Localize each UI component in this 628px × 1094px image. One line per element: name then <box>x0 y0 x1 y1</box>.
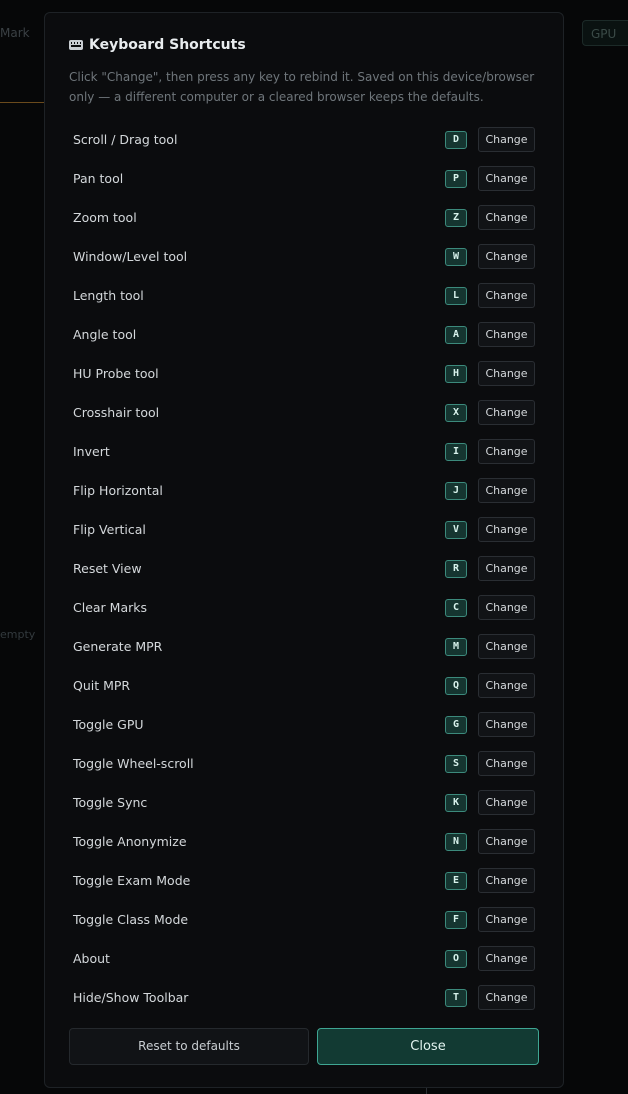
shortcut-key-badge: P <box>445 170 467 188</box>
shortcut-key-badge: Q <box>445 677 467 695</box>
shortcut-row <box>73 666 535 705</box>
change-shortcut-button[interactable]: Change <box>478 985 535 1010</box>
shortcut-key-badge: X <box>445 404 467 422</box>
shortcut-row <box>73 471 535 510</box>
shortcut-key-badge: K <box>445 794 467 812</box>
shortcut-label: Zoom tool <box>73 210 137 225</box>
change-shortcut-button[interactable]: Change <box>478 283 535 308</box>
shortcut-row <box>73 432 535 471</box>
shortcut-key-badge: G <box>445 716 467 734</box>
shortcut-label: Length tool <box>73 288 144 303</box>
shortcut-label: Toggle Exam Mode <box>73 873 191 888</box>
shortcut-key-badge: D <box>445 131 467 149</box>
shortcut-label: Toggle Wheel-scroll <box>73 756 194 771</box>
change-shortcut-button[interactable]: Change <box>478 946 535 971</box>
shortcut-key-badge: I <box>445 443 467 461</box>
change-shortcut-button[interactable]: Change <box>478 673 535 698</box>
shortcut-label: Window/Level tool <box>73 249 188 264</box>
shortcut-row <box>73 588 535 627</box>
shortcut-label: Crosshair tool <box>73 405 160 420</box>
shortcut-row <box>73 627 535 666</box>
change-shortcut-button[interactable]: Change <box>478 439 535 464</box>
shortcut-key-badge: Z <box>445 209 467 227</box>
change-shortcut-button[interactable]: Change <box>478 361 535 386</box>
shortcut-label: Generate MPR <box>73 639 163 654</box>
shortcut-row <box>73 549 535 588</box>
shortcut-label: Scroll / Drag tool <box>73 132 178 147</box>
shortcut-row <box>73 744 535 783</box>
shortcut-key-badge: H <box>445 365 467 383</box>
shortcut-key-badge: T <box>445 989 467 1007</box>
change-shortcut-button[interactable]: Change <box>478 790 535 815</box>
shortcut-key-badge: O <box>445 950 467 968</box>
shortcut-label: Quit MPR <box>73 678 131 693</box>
change-shortcut-button[interactable]: Change <box>478 712 535 737</box>
shortcut-key-badge: V <box>445 521 467 539</box>
shortcut-key-badge: E <box>445 872 467 890</box>
shortcut-row <box>73 978 535 1017</box>
background-mark-label: Mark <box>0 26 30 40</box>
shortcut-label: Toggle GPU <box>73 717 144 732</box>
shortcut-label: Flip Vertical <box>73 522 146 537</box>
shortcut-key-badge: N <box>445 833 467 851</box>
change-shortcut-button[interactable]: Change <box>478 166 535 191</box>
dialog-description: Click "Change", then press any key to rebind it. Saved on this device/browser only — a different computer or a cleared browser keeps the defaults. <box>69 70 535 104</box>
shortcut-row <box>73 315 535 354</box>
change-shortcut-button[interactable]: Change <box>478 829 535 854</box>
change-shortcut-button[interactable]: Change <box>478 478 535 503</box>
shortcut-row <box>73 237 535 276</box>
shortcut-label: Flip Horizontal <box>73 483 163 498</box>
shortcut-label: Clear Marks <box>73 600 147 615</box>
background-empty-label: empty <box>0 628 36 641</box>
shortcut-label: HU Probe tool <box>73 366 159 381</box>
shortcut-label: Toggle Sync <box>73 795 148 810</box>
shortcut-label: Reset View <box>73 561 142 576</box>
background-accent-line <box>0 102 44 103</box>
shortcut-row <box>73 900 535 939</box>
shortcut-label: Pan tool <box>73 171 124 186</box>
close-button[interactable]: Close <box>317 1028 539 1065</box>
shortcut-row <box>73 198 535 237</box>
shortcut-row <box>73 159 535 198</box>
shortcut-row <box>73 705 535 744</box>
shortcut-row <box>73 276 535 315</box>
change-shortcut-button[interactable]: Change <box>478 127 535 152</box>
shortcut-row <box>73 783 535 822</box>
change-shortcut-button[interactable]: Change <box>478 907 535 932</box>
background-gpu-button: GPU <box>582 20 628 46</box>
change-shortcut-button[interactable]: Change <box>478 517 535 542</box>
shortcut-key-badge: R <box>445 560 467 578</box>
change-shortcut-button[interactable]: Change <box>478 322 535 347</box>
shortcut-label: Toggle Anonymize <box>73 834 187 849</box>
change-shortcut-button[interactable]: Change <box>478 595 535 620</box>
shortcut-label: Angle tool <box>73 327 137 342</box>
change-shortcut-button[interactable]: Change <box>478 751 535 776</box>
shortcut-label: Invert <box>73 444 110 459</box>
shortcut-row <box>73 393 535 432</box>
shortcut-key-badge: S <box>445 755 467 773</box>
change-shortcut-button[interactable]: Change <box>478 556 535 581</box>
shortcut-key-badge: J <box>445 482 467 500</box>
reset-defaults-button[interactable]: Reset to defaults <box>69 1028 309 1065</box>
shortcut-row <box>73 120 535 159</box>
shortcut-key-badge: L <box>445 287 467 305</box>
keyboard-shortcuts-dialog <box>44 12 564 1088</box>
change-shortcut-button[interactable]: Change <box>478 205 535 230</box>
background-divider <box>426 1087 427 1094</box>
shortcut-row <box>73 822 535 861</box>
shortcut-label: About <box>73 951 110 966</box>
change-shortcut-button[interactable]: Change <box>478 244 535 269</box>
shortcut-key-badge: W <box>445 248 467 266</box>
shortcut-label: Hide/Show Toolbar <box>73 990 189 1005</box>
shortcut-key-badge: M <box>445 638 467 656</box>
keyboard-icon <box>69 40 83 50</box>
dialog-title <box>69 37 246 53</box>
shortcut-row <box>73 354 535 393</box>
shortcut-row <box>73 510 535 549</box>
shortcut-key-badge: F <box>445 911 467 929</box>
change-shortcut-button[interactable]: Change <box>478 634 535 659</box>
shortcut-key-badge: A <box>445 326 467 344</box>
shortcut-key-badge: C <box>445 599 467 617</box>
shortcut-row <box>73 939 535 978</box>
change-shortcut-button[interactable]: Change <box>478 868 535 893</box>
shortcut-row <box>73 861 535 900</box>
shortcut-list <box>73 120 535 1017</box>
change-shortcut-button[interactable]: Change <box>478 400 535 425</box>
shortcut-label: Toggle Class Mode <box>73 912 189 927</box>
dialog-title-text: Keyboard Shortcuts <box>89 37 246 53</box>
